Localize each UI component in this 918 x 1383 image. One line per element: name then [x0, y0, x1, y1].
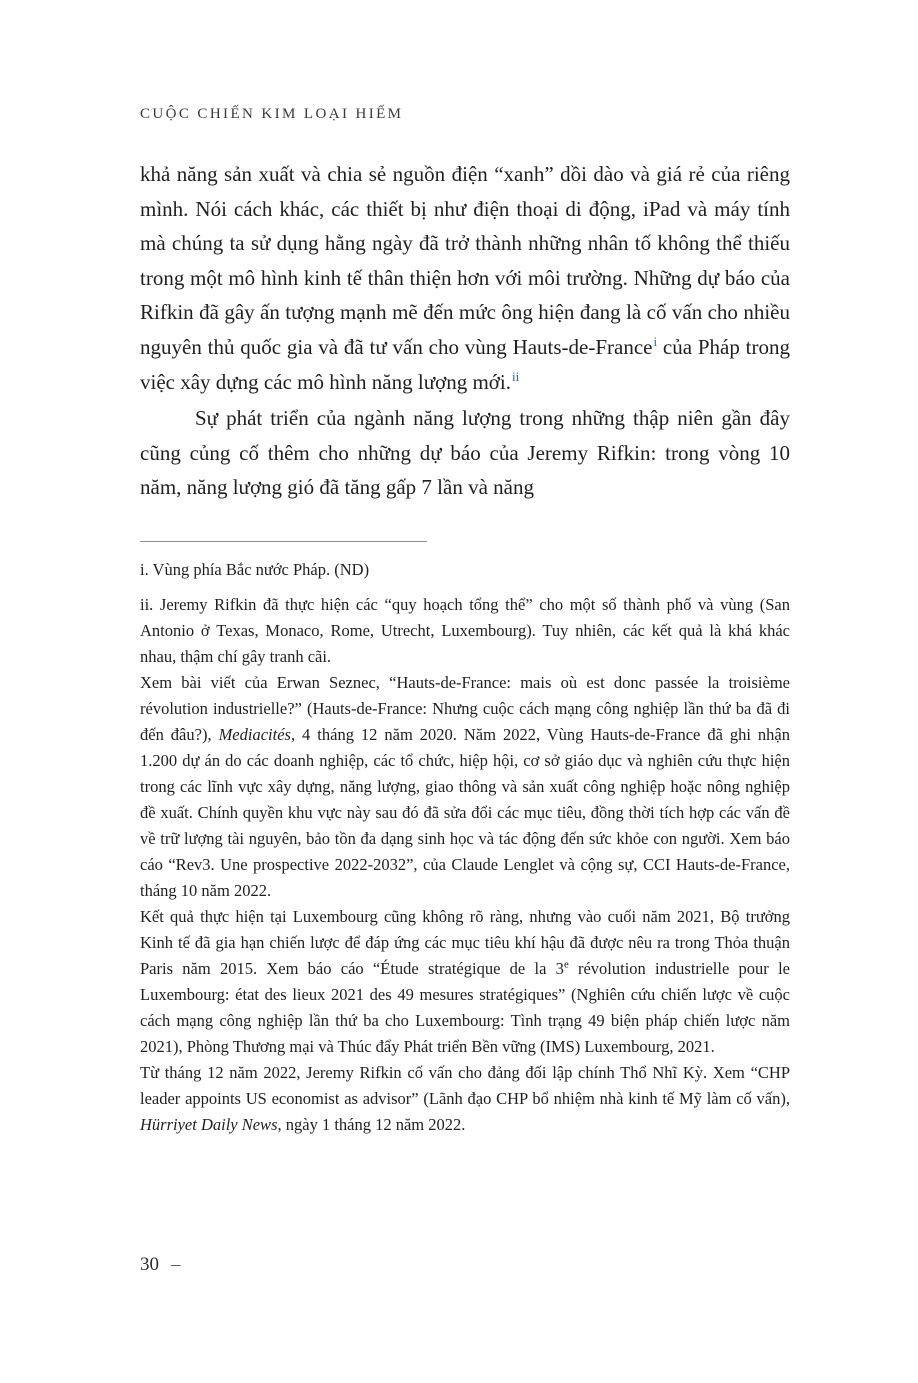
footnote-paragraph [140, 1060, 790, 1138]
footnote-text-segment: Từ tháng 12 năm 2022, Jeremy Rifkin cố vấn cho đảng đối lập chính Thổ Nhĩ Kỳ. Xem “CHP leader appoints US economist as advisor” (Lãnh đạo CHP bổ nhiệm nhà kinh tế Mỹ làm cố vấn), [140, 1062, 790, 1108]
footnote-paragraph [140, 904, 790, 1060]
footnote-paragraph [140, 592, 790, 670]
footnote-text-segment: révolution industrielle pour le Luxembourg: état des lieux 2021 des 49 mesures stratégiques” (Nghiên cứu chiến lược về cuộc cách mạng công nghiệp lần thứ ba cho Luxembourg: Tình trạng 49 biện pháp chiến lược năm 2021), Phòng Thương mại và Thúc đẩy Phát triển Bền vững (IMS) Luxembourg, 2021. [140, 958, 790, 1056]
footnote-paragraph [140, 670, 790, 904]
footnote-ref-ii[interactable]: ii [511, 368, 520, 384]
ordinal-superscript: e [563, 958, 569, 971]
footnote-text-segment: , ngày 1 tháng 12 năm 2022. [277, 1114, 466, 1134]
page-number-dash: – [171, 1254, 181, 1275]
footnote-text-segment: , 4 tháng 12 năm 2020. Năm 2022, Vùng Hauts-de-France đã ghi nhận 1.200 dự án do các doanh nghiệp, các tổ chức, hiệp hội, cơ sở giáo dục và nghiên cứu thực hiện trong các lĩnh vực xây dựng, năng lượng, giao thông và sản xuất công nghiệp hoặc nông nghiệp đề xuất. Chính quyền khu vực này sau đó đã sửa đổi các mục tiêu, đồng thời tích hợp các vấn đề về trữ lượng tài nguyên, bảo tồn đa dạng sinh học và tác động đến sức khỏe con người. Xem báo cáo “Rev3. Une prospective 2022-2032”, của Claude Lenglet và cộng sự, CCI Hauts-de-France, tháng 10 năm 2022. [140, 724, 791, 900]
footnote-text-segment: Xem bài viết của Erwan Seznec, “Hauts-de-France: mais où est donc passée la troisième révolution industrielle?” (Hauts-de-France: Nhưng cuộc cách mạng công nghiệp lần thứ ba đã đi đến đâu?), [140, 672, 790, 744]
paragraph-text: khả năng sản xuất và chia sẻ nguồn điện “xanh” dồi dào và giá rẻ của riêng mình. Nói cách khác, các thiết bị như điện thoại di động, iPad và máy tính mà chúng ta sử dụng hằng ngày đã trở thành những nhân tố không thể thiếu trong một mô hình kinh tế thân thiện hơn với môi trường. Những dự báo của Rifkin đã gây ấn tượng mạnh mẽ đến mức ông hiện đang là cố vấn cho nhiều nguyên thủ quốc gia và đã tư vấn cho vùng Hauts-de-France [140, 162, 790, 359]
running-head: CUỘC CHIẾN KIM LOẠI HIẾM [140, 106, 404, 122]
footnote-text-segment: i. Vùng phía Bắc nước Pháp. (ND) [140, 559, 370, 579]
footnotes-section [140, 541, 790, 1138]
page-number [140, 1254, 181, 1276]
paragraph-text: của Pháp trong việc xây dựng các mô hình năng lượng mới. [140, 334, 790, 394]
footnote-ii [140, 592, 790, 1138]
body-text [140, 157, 790, 505]
footnote-text-segment: ii. Jeremy Rifkin đã thực hiện các “quy hoạch tổng thể” cho một số thành phố và vùng (San Antonio ở Texas, Monaco, Rome, Utrecht, Luxembourg). Tuy nhiên, các kết quả là khá khác nhau, thậm chí gây tranh cãi. [140, 594, 790, 666]
page-number-value: 30 [140, 1254, 159, 1275]
footnote-i [140, 557, 790, 583]
journal-title: Hürriyet Daily News [140, 1114, 278, 1134]
footnote-ref-i[interactable]: i [653, 333, 658, 349]
body-paragraph-2 [140, 401, 790, 505]
footnote-text-segment: Kết quả thực hiện tại Luxembourg cũng không rõ ràng, nhưng vào cuối năm 2021, Bộ trưởng Kinh tế đã gia hạn chiến lược để đáp ứng các mục tiêu khí hậu đã được nêu ra trong Thỏa thuận Paris năm 2015. Xem báo cáo “Étude stratégique de la 3 [140, 906, 790, 978]
footnote-separator-rule [140, 541, 427, 542]
footnote-paragraph [140, 557, 790, 583]
journal-title: Mediacités [218, 724, 291, 744]
body-paragraph-1 [140, 157, 790, 399]
paragraph-text: Sự phát triển của ngành năng lượng trong những thập niên gần đây cũng củng cố thêm cho những dự báo của Jeremy Rifkin: trong vòng 10 năm, năng lượng gió đã tăng gấp 7 lần và năng [140, 406, 790, 500]
